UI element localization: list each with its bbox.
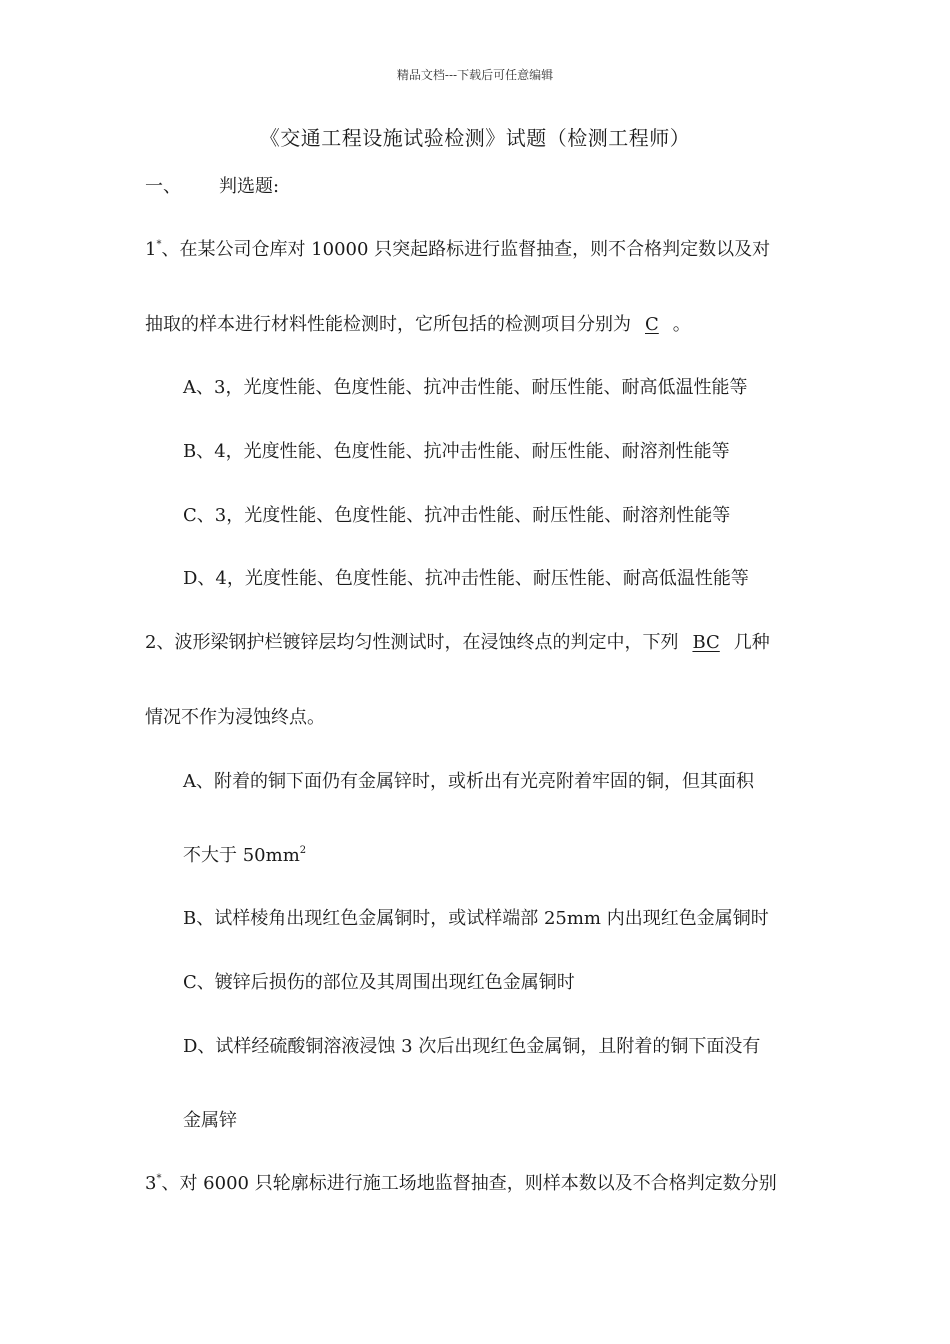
question-1-answer: C bbox=[645, 314, 659, 335]
question-2-option-d-cont: 金属锌 bbox=[183, 1110, 237, 1131]
section-number: 一、 bbox=[145, 176, 181, 197]
question-3-line-1 bbox=[145, 1172, 777, 1196]
question-2-option-c: C、镀锌后损伤的部位及其周围出现红色金属铜时 bbox=[183, 972, 575, 993]
question-2-text: 2、波形梁钢护栏镀锌层均匀性测试时，在浸蚀终点的判定中，下列 bbox=[145, 632, 679, 653]
question-1-line-2 bbox=[145, 313, 691, 337]
question-1-end: 。 bbox=[672, 314, 691, 335]
question-2-text-end: 几种 bbox=[733, 632, 770, 653]
question-3-star: * bbox=[156, 1173, 162, 1184]
question-2-answer: BC bbox=[692, 632, 720, 653]
section-label: 判选题: bbox=[219, 176, 280, 197]
page-header: 精品文档---下载后可任意编辑 bbox=[396, 68, 554, 82]
question-3-text: 、对 6000 只轮廓标进行施工场地监督抽查，则样本数以及不合格判定数分别 bbox=[161, 1173, 777, 1194]
question-1-option-d: D、4，光度性能、色度性能、抗冲击性能、耐压性能、耐高低温性能等 bbox=[183, 568, 749, 589]
question-1-option-c: C、3，光度性能、色度性能、抗冲击性能、耐压性能、耐溶剂性能等 bbox=[183, 505, 731, 526]
question-1-option-b: B、4，光度性能、色度性能、抗冲击性能、耐压性能、耐溶剂性能等 bbox=[183, 441, 730, 462]
question-2-option-a: A、附着的铜下面仍有金属锌时，或析出有光亮附着牢固的铜，但其面积 bbox=[183, 771, 754, 792]
section-heading bbox=[145, 175, 279, 199]
question-1-option-a: A、3，光度性能、色度性能、抗冲击性能、耐压性能、耐高低温性能等 bbox=[183, 377, 748, 398]
question-2-option-a-sup: 2 bbox=[299, 845, 307, 856]
question-1-number: 1 bbox=[145, 239, 157, 260]
question-2-option-a-text: 不大于 50mm bbox=[183, 845, 300, 866]
question-1-line-1 bbox=[145, 238, 770, 262]
question-1-text-2: 抽取的样本进行材料性能检测时，它所包括的检测项目分别为 bbox=[145, 314, 631, 335]
document-title: 《交通工程设施试验检测》试题（检测工程师） bbox=[259, 126, 691, 150]
question-2-option-d: D、试样经硫酸铜溶液浸蚀 3 次后出现红色金属铜，且附着的铜下面没有 bbox=[183, 1036, 761, 1057]
question-2-option-a-cont bbox=[183, 844, 306, 868]
question-1-star: * bbox=[156, 239, 162, 250]
question-1-text: 、在某公司仓库对 10000 只突起路标进行监督抽查，则不合格判定数以及对 bbox=[161, 239, 771, 260]
question-3-number: 3 bbox=[145, 1173, 157, 1194]
question-2-line-1 bbox=[145, 631, 770, 655]
question-2-option-b: B、试样棱角出现红色金属铜时，或试样端部 25mm 内出现红色金属铜时 bbox=[183, 908, 769, 929]
question-2-line-2: 情况不作为浸蚀终点。 bbox=[145, 707, 325, 728]
